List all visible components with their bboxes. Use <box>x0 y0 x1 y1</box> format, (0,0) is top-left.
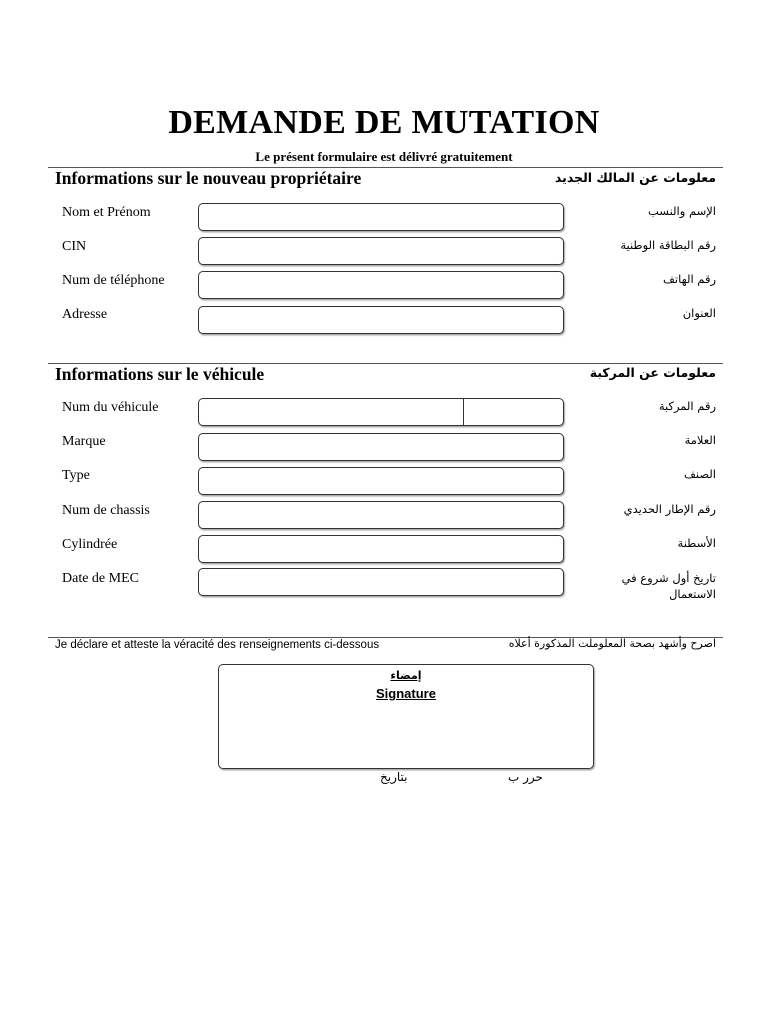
owner-name-input[interactable] <box>198 203 564 231</box>
vehicle-number-divider <box>463 399 464 425</box>
owner-field-label-phone-fr: Num de téléphone <box>62 273 165 288</box>
vehicle-displacement-input[interactable] <box>198 535 564 563</box>
page-title: DEMANDE DE MUTATION <box>168 104 600 141</box>
owner-phone-input[interactable] <box>198 271 564 299</box>
vehicle-brand-input[interactable] <box>198 433 564 461</box>
owner-address-input[interactable] <box>198 306 564 334</box>
vehicle-section-heading-fr: Informations sur le véhicule <box>55 364 265 384</box>
owner-field-label-cin-fr: CIN <box>62 239 87 254</box>
vehicle-field-label-brand-ar: العلامة <box>684 433 716 447</box>
vehicle-field-label-chassis-fr: Num de chassis <box>62 503 150 518</box>
vehicle-field-label-mec-date-ar: تاريخ أول شروع في الاستعمال <box>621 571 716 601</box>
vehicle-field-label-displacement-ar: الأسطنة <box>677 536 716 550</box>
vehicle-field-label-mec-date-fr: Date de MEC <box>62 571 139 586</box>
signature-label-fr: Signature <box>376 686 436 701</box>
owner-section-heading-fr: Informations sur le nouveau propriétaire <box>55 168 362 188</box>
owner-field-label-address-fr: Adresse <box>62 307 108 322</box>
vehicle-field-label-type-ar: الصنف <box>683 467 716 481</box>
vehicle-field-label-number-fr: Num du véhicule <box>62 400 159 415</box>
vehicle-field-label-chassis-ar: رقم الإطار الحديدي <box>623 502 716 516</box>
owner-field-label-name-ar: الإسم والنسب <box>648 204 716 218</box>
owner-section-heading-ar: معلومات عن المالك الجديد <box>554 170 716 185</box>
vehicle-type-input[interactable] <box>198 467 564 495</box>
owner-field-label-phone-ar: رقم الهاتف <box>663 272 716 286</box>
page-subtitle: Le présent formulaire est délivré gratuitement <box>255 149 513 164</box>
vehicle-section-heading-ar: معلومات عن المركبة <box>589 365 716 380</box>
declaration-text-ar: اصرح وأشهد بصحة المعلوملت المذكورة أعلاه <box>508 637 716 650</box>
signature-box[interactable] <box>218 664 594 769</box>
vehicle-field-label-brand-fr: Marque <box>62 434 106 449</box>
owner-field-label-cin-ar: رقم البطاقة الوطنية <box>620 238 716 252</box>
owner-field-label-name-fr: Nom et Prénom <box>62 205 151 220</box>
vehicle-field-label-number-ar: رقم المركبة <box>658 399 716 413</box>
vehicle-chassis-input[interactable] <box>198 501 564 529</box>
written-at-label-ar: حرر ب <box>508 770 543 784</box>
date-label-ar: بتاريخ <box>380 770 408 784</box>
vehicle-number-input[interactable] <box>198 398 564 426</box>
owner-cin-input[interactable] <box>198 237 564 265</box>
signature-label-ar: إمضاء <box>390 669 422 682</box>
vehicle-mec-date-input[interactable] <box>198 568 564 596</box>
owner-field-label-address-ar: العنوان <box>682 306 716 320</box>
vehicle-field-label-displacement-fr: Cylindrée <box>62 537 118 552</box>
vehicle-field-label-type-fr: Type <box>62 468 90 483</box>
declaration-text-fr: Je déclare et atteste la véracité des renseignements ci-dessous <box>55 639 380 651</box>
